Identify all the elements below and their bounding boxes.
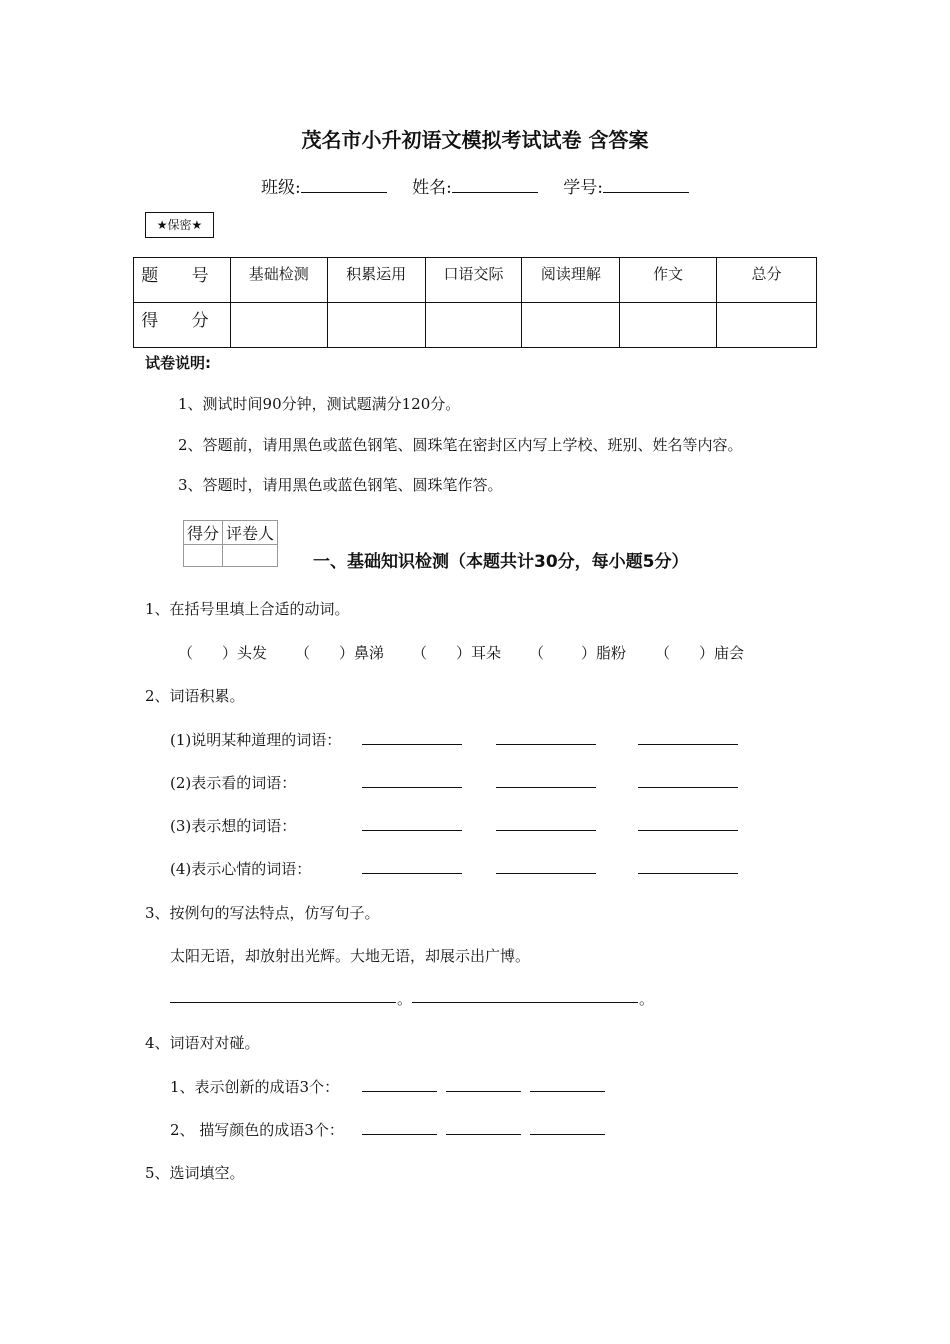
open-paren: （ (655, 644, 671, 662)
answer-blank[interactable] (412, 1002, 638, 1003)
id-label: 学号: (563, 178, 603, 198)
column-header: 阅读理解 (522, 258, 620, 303)
answer-blank[interactable] (446, 1134, 521, 1135)
grader-score-cell[interactable] (184, 545, 223, 567)
answer-blank[interactable] (638, 830, 738, 831)
open-paren: （ (178, 644, 194, 662)
open-paren: （ (295, 644, 311, 662)
q1-item: 头发 (237, 644, 268, 662)
q1-item: 鼻涕 (354, 644, 385, 662)
name-label: 姓名: (412, 178, 452, 198)
question-2: 2、词语积累。 (145, 687, 245, 705)
column-header: 总分 (717, 258, 817, 303)
q4-item: 1、表示创新的成语3个： (170, 1078, 340, 1096)
question-4: 4、词语对对碰。 (145, 1034, 260, 1052)
q2-item: (1)说明某种道理的词语： (170, 731, 342, 749)
answer-blank[interactable] (362, 1134, 437, 1135)
score-cell[interactable] (230, 303, 327, 348)
row-header-number: 题 号 (134, 258, 231, 303)
grader-name-label: 评卷人 (223, 521, 278, 545)
student-info (0, 173, 950, 198)
grader-table (183, 520, 278, 567)
q3-example: 太阳无语，却放射出光辉。大地无语，却展示出广博。 (170, 947, 531, 965)
close-paren: ） (581, 644, 597, 662)
close-paren: ） (339, 644, 355, 662)
answer-blank[interactable] (638, 744, 738, 745)
score-cell[interactable] (327, 303, 425, 348)
q2-item: (2)表示看的词语： (170, 774, 297, 792)
column-header: 积累运用 (327, 258, 425, 303)
row-header-score: 得 分 (134, 303, 231, 348)
id-blank[interactable] (603, 179, 689, 193)
score-cell[interactable] (522, 303, 620, 348)
score-cell[interactable] (717, 303, 817, 348)
class-blank[interactable] (301, 179, 387, 193)
q1-item: 脂粉 (596, 644, 627, 662)
score-cell[interactable] (620, 303, 717, 348)
note-item: 1、测试时间90分钟，测试题满分120分。 (178, 395, 461, 413)
column-header: 基础检测 (230, 258, 327, 303)
notes-title: 试卷说明: (145, 354, 211, 372)
column-header: 口语交际 (425, 258, 522, 303)
answer-blank[interactable] (362, 787, 462, 788)
close-paren: ） (222, 644, 238, 662)
confidential-badge: ★保密★ (145, 212, 214, 238)
answer-blank[interactable] (638, 873, 738, 874)
period: 。 (639, 990, 655, 1008)
answer-blank[interactable] (496, 873, 596, 874)
answer-blank[interactable] (496, 787, 596, 788)
answer-blank[interactable] (446, 1091, 521, 1092)
grader-score-label: 得分 (184, 521, 223, 545)
answer-blank[interactable] (362, 830, 462, 831)
q1-item: 耳朵 (471, 644, 502, 662)
question-3: 3、按例句的写法特点，仿写句子。 (145, 904, 380, 922)
column-header: 作文 (620, 258, 717, 303)
page-title: 茂名市小升初语文模拟考试试卷 含答案 (301, 128, 649, 152)
q2-item: (4)表示心情的词语： (170, 860, 312, 878)
answer-blank[interactable] (530, 1134, 605, 1135)
close-paren: ） (699, 644, 715, 662)
open-paren: （ (529, 644, 545, 662)
grader-name-cell[interactable] (223, 545, 278, 567)
answer-blank[interactable] (638, 787, 738, 788)
score-table (133, 257, 817, 348)
q4-item: 2、 描写颜色的成语3个： (170, 1121, 344, 1139)
answer-blank[interactable] (170, 1002, 396, 1003)
answer-blank[interactable] (530, 1091, 605, 1092)
answer-blank[interactable] (362, 744, 462, 745)
question-5: 5、选词填空。 (145, 1164, 245, 1182)
q1-item: 庙会 (714, 644, 745, 662)
note-item: 2、答题前，请用黑色或蓝色钢笔、圆珠笔在密封区内写上学校、班别、姓名等内容。 (178, 436, 743, 454)
question-1: 1、在括号里填上合适的动词。 (145, 600, 350, 618)
name-blank[interactable] (452, 179, 538, 193)
period: 。 (397, 990, 413, 1008)
section-title: 一、基础知识检测（本题共计30分，每小题5分） (313, 552, 689, 572)
class-label: 班级: (260, 178, 301, 198)
answer-blank[interactable] (362, 1091, 437, 1092)
answer-blank[interactable] (496, 830, 596, 831)
open-paren: （ (412, 644, 428, 662)
q2-item: (3)表示想的词语： (170, 817, 297, 835)
note-item: 3、答题时，请用黑色或蓝色钢笔、圆珠笔作答。 (178, 476, 503, 494)
close-paren: ） (456, 644, 472, 662)
score-cell[interactable] (425, 303, 522, 348)
answer-blank[interactable] (496, 744, 596, 745)
answer-blank[interactable] (362, 873, 462, 874)
